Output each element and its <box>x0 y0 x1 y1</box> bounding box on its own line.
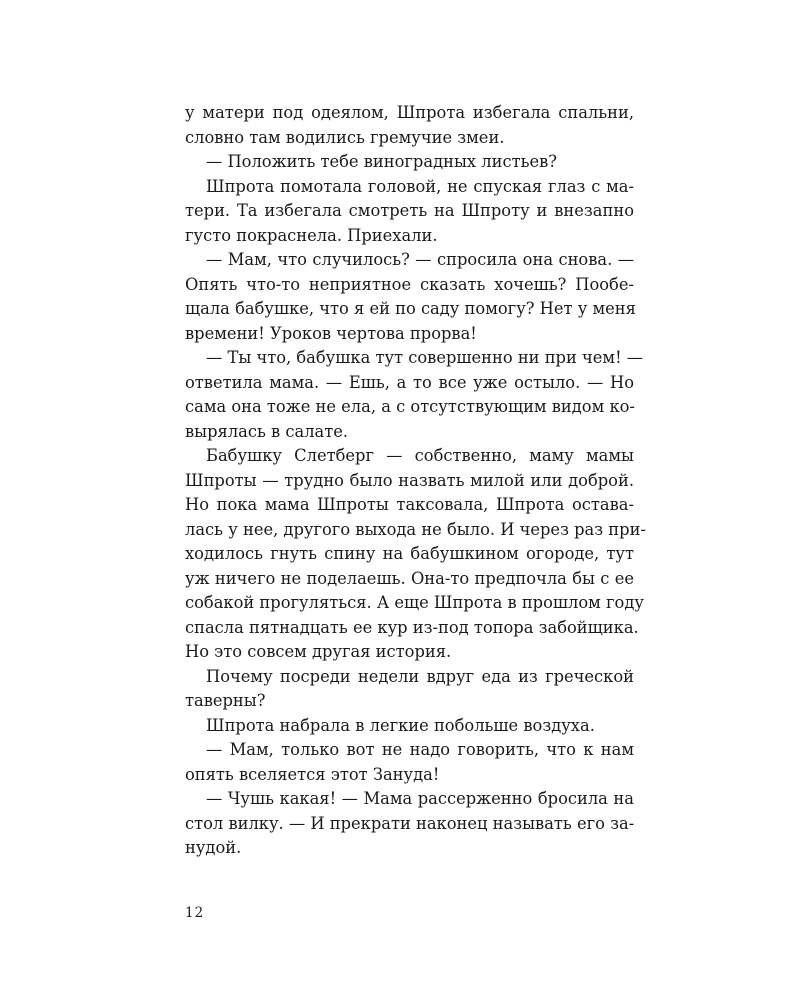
text-line: уж ничего не поделаешь. Она-то предпочла бы с ее <box>185 568 634 588</box>
text-line: Опять что-то неприятное сказать хочешь? Пообе- <box>185 274 634 294</box>
text-line: тери. Та избегала смотреть на Шпроту и внезапно <box>185 201 634 220</box>
text-line: ходилось гнуть спину на бабушкином огороде, тут <box>185 544 634 563</box>
text-line: лась у нее, другого выхода не было. И через раз при- <box>185 519 646 539</box>
text-line: нудой. <box>185 838 242 857</box>
text-line: сама она тоже не ела, а с отсутствующим видом ко- <box>185 397 635 416</box>
text-line: словно там водились гремучие змеи. <box>185 127 505 147</box>
text-line: — Чушь какая! — Мама рассерженно бросила на <box>206 789 634 808</box>
text-line: Шпрота набрала в легкие побольше воздуха. <box>206 715 595 735</box>
text-line: — Положить тебе виноградных листьев? <box>206 152 557 171</box>
text-line: щала бабушке, что я ей по саду помогу? Нет у меня <box>185 299 636 318</box>
text-line: Бабушку Слетберг — собственно, маму мамы <box>206 446 634 465</box>
text-line: Но пока мама Шпроты таксовала, Шпрота остава- <box>185 495 634 514</box>
text-line: — Мам, только вот не надо говорить, что к нам <box>206 740 634 759</box>
text-line: стол вилку. — И прекрати наконец называть его за- <box>185 813 635 833</box>
text-line: вырялась в салате. <box>185 421 349 441</box>
text-line: Но это совсем другая история. <box>185 642 452 661</box>
text-line: у матери под одеялом, Шпрота избегала спальни, <box>185 103 634 122</box>
text-line: густо покраснела. Приехали. <box>185 225 438 245</box>
text-line: — Мам, что случилось? — спросила она снова. — <box>206 250 634 269</box>
text-line: опять вселяется этот Зануда! <box>185 764 440 784</box>
text-line: собакой прогуляться. А еще Шпрота в прошлом году <box>185 593 644 612</box>
text-line: Шпрота помотала головой, не спуская глаз с ма- <box>206 176 634 196</box>
text-line: времени! Уроков чертова прорва! <box>185 323 477 343</box>
text-line: Шпроты — трудно было назвать милой или доброй. <box>185 470 634 490</box>
page-number: 12 <box>185 905 205 921</box>
text-line: — Ты что, бабушка тут совершенно ни при чем! — <box>206 348 644 367</box>
text-line: Почему посреди недели вдруг еда из греческой <box>206 666 634 686</box>
text-line: спасла пятнадцать ее кур из-под топора забойщика. <box>185 617 639 637</box>
text-line: таверны? <box>185 691 266 710</box>
body-text <box>185 101 646 861</box>
text-line: ответила мама. — Ешь, а то все уже остыло. — Но <box>185 372 634 392</box>
